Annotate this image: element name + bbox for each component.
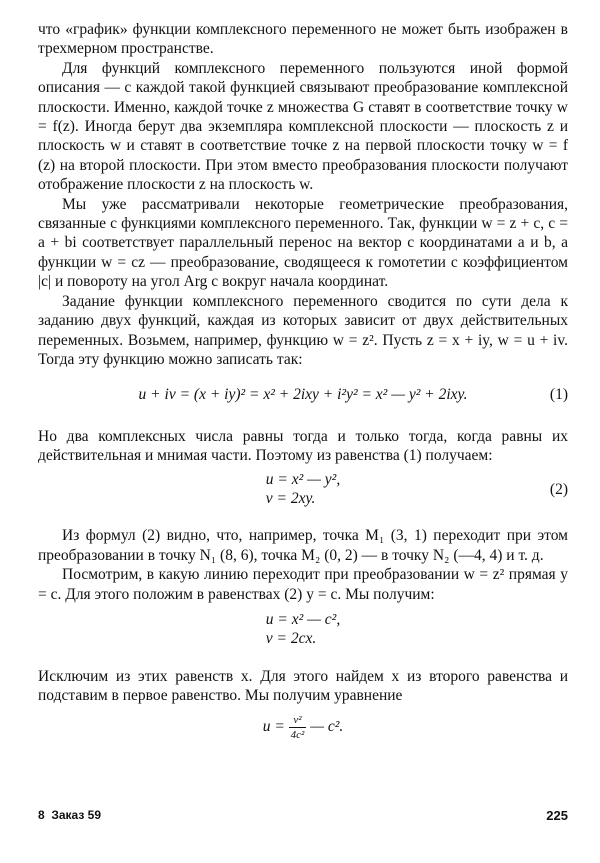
equation-1 — [38, 385, 568, 404]
equation-3-line-1: u = x² — c², — [265, 610, 341, 628]
page-footer — [38, 808, 568, 823]
equation-2-line-1: u = x² — y², — [265, 470, 341, 488]
paragraph-1: что «график» функции комплексного переменного не может быть изображен в трехмерном пространстве. — [38, 21, 568, 58]
paragraph-8: Исключим из этих равенств x. Для этого найдем x из второго равенства и подставим в первое равенство. Мы получим уравнение — [38, 667, 568, 705]
paragraph-4: Задание функции комплексного переменного сводится по сути дела к заданию двух функций, каждая из которых зависит от двух действительных переменных. Возьмем, например, функцию w = z². Пусть z = x + iy, w = u + iv. Тогда эту функцию можно записать так: — [38, 292, 568, 368]
paragraph-5: Но два комплексных числа равны тогда и только тогда, когда равны их действительная и мнимая части. Поэтому из равенства (1) получаем: — [38, 427, 568, 465]
equation-4 — [38, 714, 568, 741]
page-number: 225 — [546, 808, 568, 823]
print-signature: 8 Заказ 59 — [38, 808, 102, 822]
equation-4-denominator: 4c² — [290, 728, 305, 741]
paragraph-2: Для функций комплексного переменного пользуются иной формой описания — с каждой такой функцией связывают преобразование комплексной плоскости. Именно, каждой точке z множества G ставят в соответствие точку w = f(z). Иногда берут два экземпляра комплексной плоскости — плоскость z и плоскость w и ставят в соответствие точке z на первой плоскости точку w = f (z) на второй плоскости. При этом вместо преобразования плоскости получают отображение плоскости z на плоскость w. — [38, 59, 568, 194]
equation-2-line-2: v = 2xy. — [265, 489, 316, 507]
equation-3 — [38, 610, 568, 649]
equation-4-numerator: v² — [289, 714, 307, 728]
equation-1-body: u + iv = (x + iy)² = x² + 2ixy + i²y² = x² — y² + 2ixy. — [138, 386, 468, 404]
paragraph-6: Из формул (2) видно, что, например, точка M₁ (3, 1) переходит при этом преобразовании в точку N₁ (8, 6), точка M₂ (0, 2) — в точку N₂ (—4, 4) и т. д. — [38, 527, 568, 564]
equation-4-lhs: u = — [262, 717, 289, 735]
equation-1-number: (1) — [549, 386, 568, 404]
paragraph-3: Мы уже рассматривали некоторые геометрические преобразования, связанные с функциями комплексного переменного. Так, функции w = z + c, c = a + bi соответствует параллельный перенос на вектор с координатами a и b, а функции w = cz — преобразование, сводящееся к гомотетии с коэффициентом |c| и повороту на угол Arg c вокруг начала координат. — [38, 195, 568, 291]
equation-3-line-2: v = 2cx. — [265, 630, 317, 648]
equation-4-fraction — [289, 714, 307, 741]
paragraph-7: Посмотрим, в какую линию переходит при преобразовании w = z² прямая y = c. Для этого положим в равенствах (2) y = c. Мы получим: — [38, 566, 568, 603]
equation-4-rhs: — c². — [306, 717, 344, 735]
equation-2-number: (2) — [549, 480, 568, 498]
equation-2-system — [266, 470, 340, 509]
equation-2 — [38, 470, 568, 509]
page-body — [38, 20, 568, 741]
equation-3-system — [266, 610, 340, 649]
